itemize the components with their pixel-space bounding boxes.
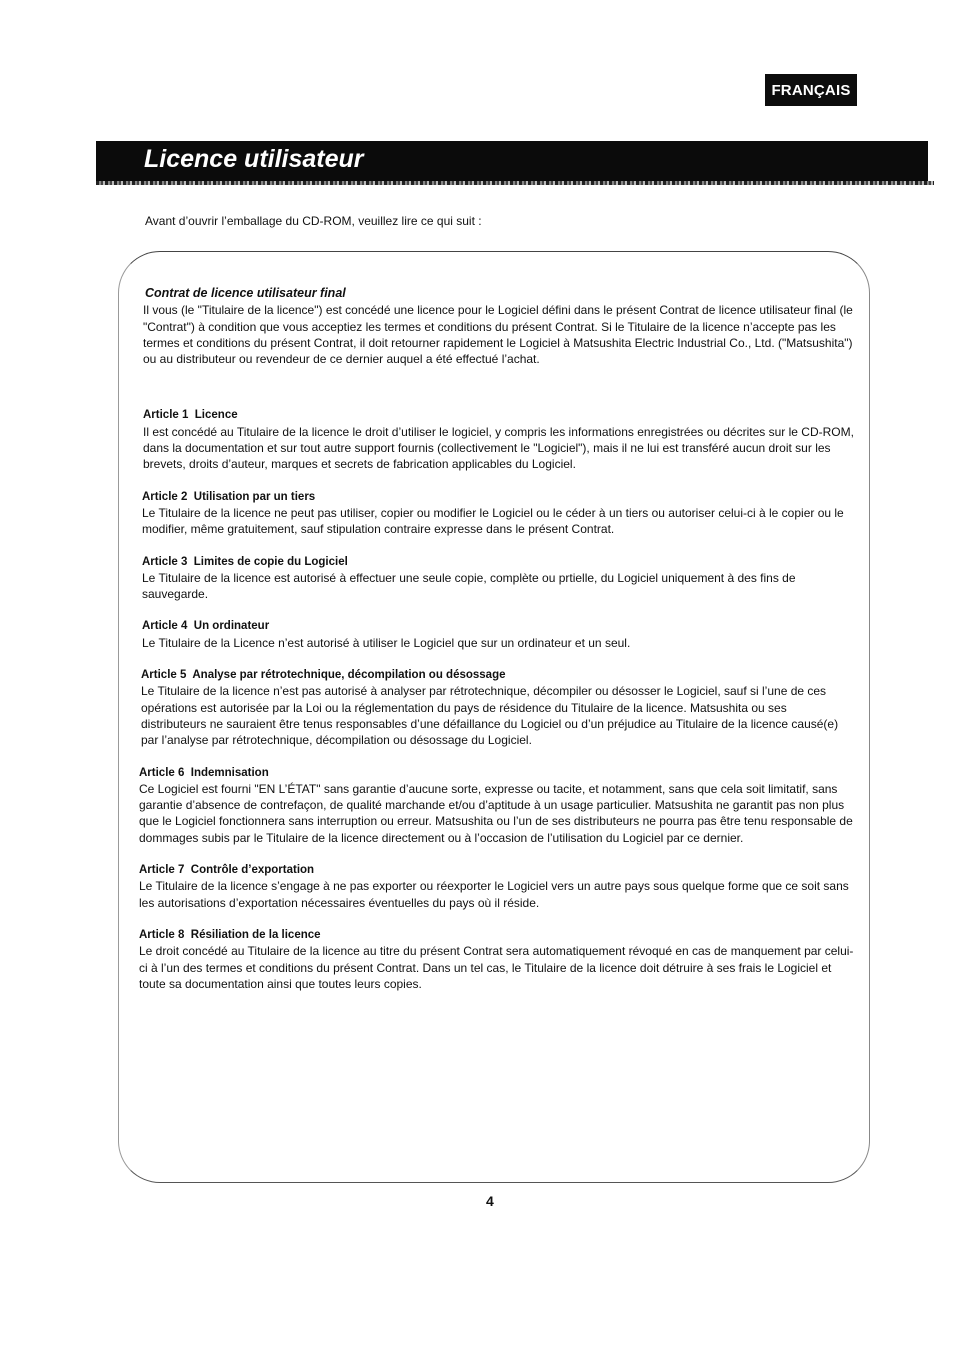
article-heading: Article 8 Résiliation de la licence [139, 928, 321, 941]
article-text: Il est concédé au Titulaire de la licence le droit d’utiliser le logiciel, y compris les informations enregistrées ou décrites sur le CD-ROM, dans la documentation et sur tout autre support fournis (collectivement le "Logiciel"), mais il ne lui est transféré aucun droit sur les brevets, droits d’auteur, marques et secrets de fabrication applicables du Logiciel. [143, 424, 854, 472]
article-heading: Article 3 Limites de copie du Logiciel [142, 555, 348, 568]
license-content [138, 285, 854, 1008]
article-heading: Article 6 Indemnisation [139, 766, 269, 779]
article-6 [139, 765, 854, 846]
page-title: Licence utilisateur [144, 145, 364, 173]
article-5 [141, 667, 854, 748]
article-4 [142, 618, 854, 651]
article-text: Le Titulaire de la licence est autorisé à effectuer une seule copie, complète ou prtielle, du Logiciel uniquement à des fins de sauvegarde. [142, 570, 796, 602]
article-text: Le Titulaire de la licence n’est pas autorisé à analyser par rétrotechnique, décompiler ou désosser le Logiciel, sauf si l’une de ces opérations est autorisée par la Loi ou la réglementation du pays de résidence du Titulaire de la licence. Matsushita ou ses distributeurs ne sauraient être tenus responsables d’une défaillance du Logiciel ou d’un préjudice au Titulaire de la licence causé(e) par l’analyse par rétrotechnique, décompilation ou désossage du Logiciel. [141, 684, 839, 748]
title-underline-stipple [96, 181, 934, 185]
article-heading: Article 2 Utilisation par un tiers [142, 490, 316, 503]
article-1 [143, 407, 854, 472]
contract-title: Contrat de licence utilisateur final [145, 286, 346, 300]
article-text: Le Titulaire de la Licence n’est autorisé à utiliser le Logiciel que sur un ordinateur et un seul. [142, 635, 631, 650]
article-heading: Article 7 Contrôle d’exportation [139, 864, 315, 877]
article-heading: Article 1 Licence [143, 409, 238, 422]
article-3 [142, 554, 854, 603]
article-text: Ce Logiciel est fourni "EN L’ÉTAT" sans garantie d’aucune sorte, expresse ou tacite, et notamment, sans que cela soit limitatif, sans garantie d’absence de contrefaçon, de qualité marchande et/ou d’aptitude à un usage particulier. Matsushita ne garantit pas non plus que le Logiciel fonctionnera sans interruption ou erreur. Matsushita ou l’un de ses distributeurs ne pourra pas être tenu responsable de dommages subis par le Titulaire de la licence directement ou à l’occasion de l’utilisation du Logiciel par ce dernier. [139, 781, 853, 845]
contract-intro: Il vous (le "Titulaire de la licence") est concédé une licence pour le Logiciel défini dans le présent Contrat de licence utilisateur final (le "Contrat") à condition que vous acceptiez les termes et conditions du présent Contrat. Si le Titulaire de la licence n’accepte pas les termes et conditions du présent Contrat, il doit retourner rapidement le Logiciel à Matsushita Electric Industrial Co., Ltd. ("Matsushita") ou au distributeur ou revendeur de ce dernier auquel a été effectué l’achat. [143, 303, 853, 367]
article-text: Le droit concédé au Titulaire de la licence au titre du présent Contrat sera automatiquement révoqué en cas de manquement par celui-ci à l’un des termes et conditions du présent Contrat. Dans un tel cas, le Titulaire de la licence doit détruire à ses frais le Logiciel et toute sa documentation ainsi que toutes leurs copies. [139, 944, 854, 991]
page-number: 4 [486, 1193, 494, 1209]
intro-text: Avant d’ouvrir l’emballage du CD-ROM, veuillez lire ce qui suit : [145, 214, 482, 228]
article-7 [139, 862, 854, 911]
article-heading: Article 4 Un ordinateur [142, 620, 270, 633]
article-2 [142, 489, 854, 538]
title-bar [96, 141, 928, 181]
article-heading: Article 5 Analyse par rétrotechnique, décompilation ou désossage [141, 669, 506, 682]
article-text: Le Titulaire de la licence s’engage à ne pas exporter ou réexporter le Logiciel vers un autre pays sous quelque forme que ce soit sans les autorisations d’exportation nécessaires éventuelles du pays où il réside. [139, 879, 849, 910]
language-badge: FRANÇAIS [765, 74, 857, 106]
article-8 [139, 927, 854, 992]
article-text: Le Titulaire de la licence ne peut pas utiliser, copier ou modifier le Logiciel ou le céder à un tiers ou autoriser celui-ci à le copier ou le modifier, même gratuitement, sauf stipulation contraire expresse dans le présent Contrat. [142, 505, 844, 537]
